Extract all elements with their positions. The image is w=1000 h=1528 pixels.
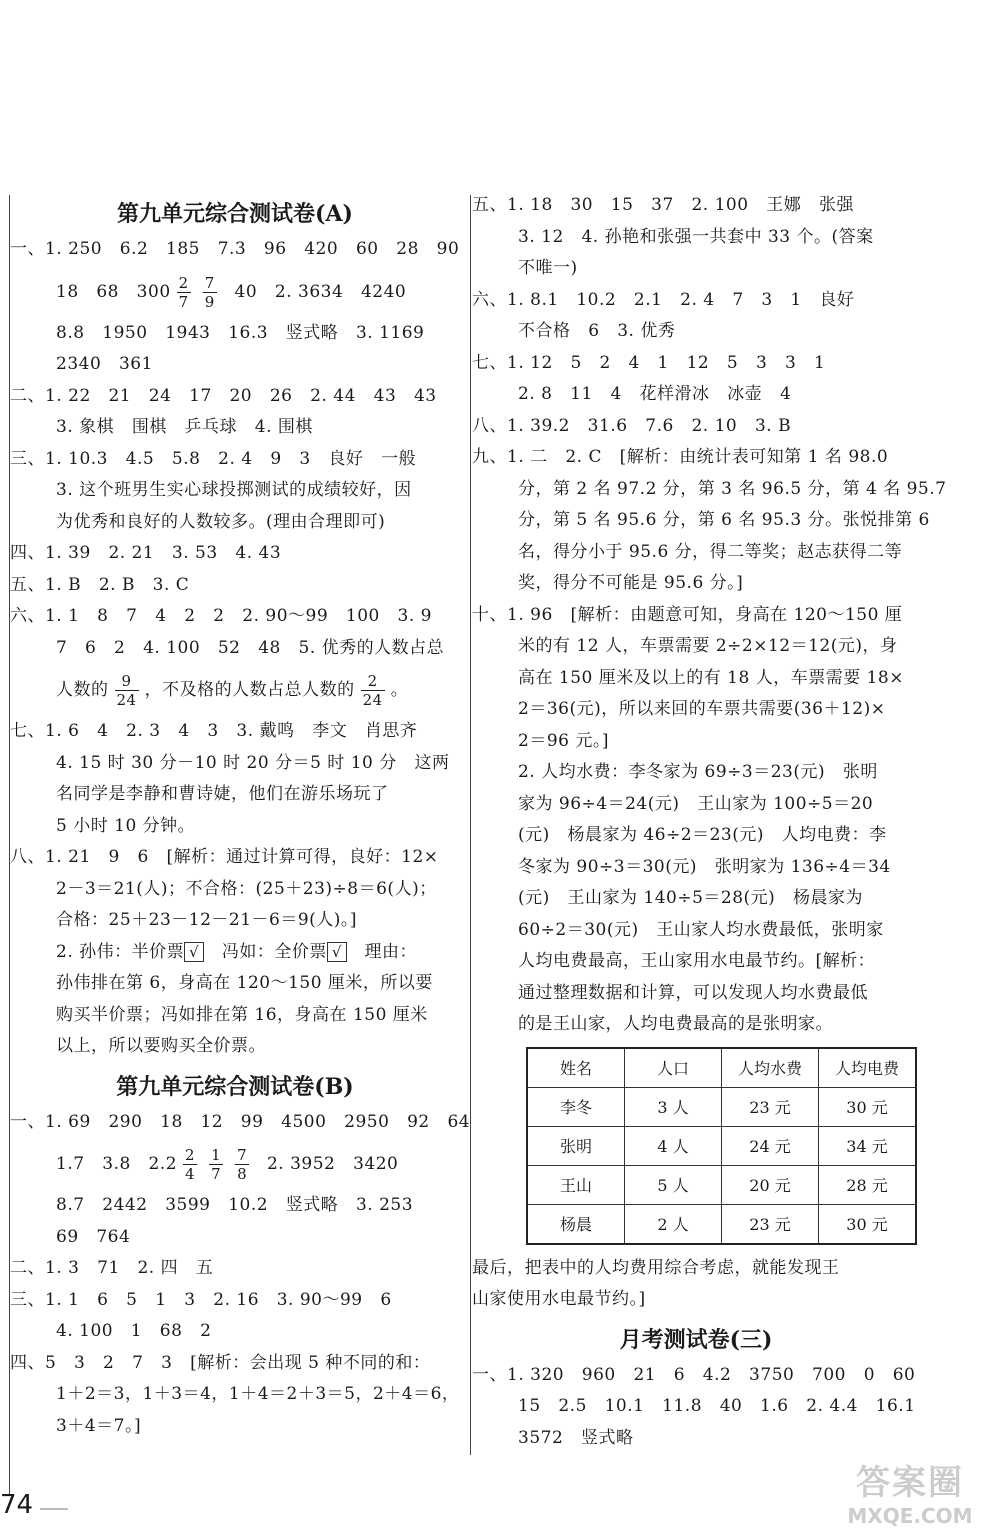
answer-line: 2. 8 11 4 花样滑冰 冰壶 4 bbox=[518, 384, 792, 404]
answer-line: 奖，得分不可能是 95.6 分。] bbox=[518, 573, 744, 593]
answer-line: 不唯一) bbox=[518, 258, 578, 278]
answer-line: 以上，所以要购买全价票。 bbox=[56, 1036, 266, 1056]
answer-line-with-fractions: 人数的 $\frac{9}{24}$ ，不及格的人数占总人数的 $\frac{2}{24}$ 。 bbox=[56, 672, 409, 709]
table-header-row bbox=[527, 1048, 916, 1088]
table-row bbox=[527, 1165, 916, 1204]
table-cell: 23 元 bbox=[722, 1204, 819, 1244]
table-header: 人口 bbox=[625, 1048, 722, 1088]
table-cell: 5 人 bbox=[625, 1165, 722, 1204]
answer-line: 十、1. 96 [解析：由题意可知，身高在 120～150 厘 bbox=[472, 604, 903, 625]
watermark-logo-text: 答案圈 bbox=[856, 1463, 964, 1503]
answer-line: 名，得分小于 95.6 分，得二等奖；赵志获得二等 bbox=[518, 541, 903, 562]
answer-line: 4. 100 1 68 2 bbox=[56, 1321, 212, 1341]
answer-line: 8.7 2442 3599 10.2 竖式略 3. 253 bbox=[56, 1195, 414, 1215]
column-divider bbox=[470, 195, 471, 1455]
answer-line: 二、1. 22 21 24 17 20 26 2. 44 43 43 bbox=[10, 385, 437, 406]
fraction: $\frac{2}{7}$ bbox=[178, 273, 189, 311]
answer-line: 购买半价票；冯如排在第 16，身高在 150 厘米 bbox=[56, 1004, 428, 1025]
fraction: $\frac{2}{24}$ bbox=[362, 672, 383, 709]
table-cell: 杨晨 bbox=[527, 1204, 625, 1244]
answer-line: 最后，把表中的人均费用综合考虑，就能发现王 bbox=[472, 1257, 840, 1278]
answer-line: 3. 12 4. 孙艳和张强一共套中 33 个。(答案 bbox=[518, 226, 874, 247]
answer-line: 四、5 3 2 7 3 [解析：会出现 5 种不同的和： bbox=[10, 1352, 431, 1373]
answer-line: (元) 杨晨家为 46÷2＝23(元) 人均电费：李 bbox=[518, 825, 887, 845]
watermark-url: MXQE.COM bbox=[847, 1504, 973, 1528]
answer-line: 3. 这个班男生实心球投掷测试的成绩较好，因 bbox=[56, 480, 412, 500]
answer-line: 不合格 6 3. 优秀 bbox=[518, 321, 676, 341]
fraction: $\frac{9}{24}$ bbox=[116, 672, 137, 709]
answer-line: 五、1. 18 30 15 37 2. 100 王娜 张强 bbox=[472, 195, 854, 215]
table-row bbox=[527, 1126, 916, 1165]
table-cell: 28 元 bbox=[819, 1165, 917, 1204]
answer-line-with-fractions: 1.7 3.8 2.2 $\frac{2}{4}$ $\frac{1}{7}$ $\frac{7}{8}$ 2. 3952 3420 bbox=[56, 1146, 399, 1183]
left-column bbox=[10, 190, 471, 1442]
answer-line: 七、1. 12 5 2 4 1 12 5 3 3 1 bbox=[472, 352, 826, 373]
table-row bbox=[527, 1087, 916, 1126]
answer-line: 一、1. 320 960 21 6 4.2 3750 700 0 60 bbox=[472, 1364, 916, 1385]
answer-line: 1＋2＝3，1＋3＝4，1＋4＝2＋3＝5，2＋4＝6， bbox=[56, 1384, 460, 1404]
page-number-dash bbox=[40, 1508, 68, 1510]
answer-line: 分，第 2 名 97.2 分，第 3 名 96.5 分，第 4 名 95.7 bbox=[518, 478, 947, 499]
answer-line: 六、1. 8.1 10.2 2.1 2. 4 7 3 1 良好 bbox=[472, 289, 855, 310]
answer-line: 孙伟排在第 6，身高在 120～150 厘米，所以要 bbox=[56, 973, 433, 993]
answer-line: 家为 96÷4＝24(元) 王山家为 100÷5＝20 bbox=[518, 793, 874, 814]
answer-line: 三、1. 1 6 5 1 3 2. 16 3. 90～99 6 bbox=[10, 1289, 392, 1310]
answer-line-with-fractions: 18 68 300 $\frac{2}{7}$ $\frac{7}{9}$ 40 2. 3634 4240 bbox=[56, 273, 407, 311]
table-cell: 20 元 bbox=[722, 1165, 819, 1204]
answer-line: 为优秀和良好的人数较多。(理由合理即可) bbox=[56, 511, 386, 532]
answer-line-with-checkboxes: 2. 孙伟：半价票 √ 冯如：全价票 √ 理由： bbox=[56, 941, 418, 962]
section-title-c: 月考测试卷(三) bbox=[619, 1326, 773, 1353]
table-cell: 30 元 bbox=[819, 1204, 917, 1244]
answer-line: 人均电费最高，王山家用水电最节约。[解析： bbox=[518, 951, 876, 971]
fraction: $\frac{1}{7}$ bbox=[211, 1146, 222, 1183]
table-cell: 23 元 bbox=[722, 1087, 819, 1126]
answer-line: 高在 150 厘米及以上的有 18 人，车票需要 18× bbox=[518, 667, 904, 688]
table-cell: 30 元 bbox=[819, 1087, 917, 1126]
fraction: $\frac{2}{4}$ bbox=[185, 1146, 196, 1183]
answer-line: 2＝96 元。] bbox=[518, 730, 609, 751]
right-column bbox=[472, 190, 947, 1454]
answer-line: 3. 象棋 围棋 乒乓球 4. 围棋 bbox=[56, 417, 313, 437]
section-title-a: 第九单元综合测试卷(A) bbox=[117, 201, 353, 227]
answer-line: 4. 15 时 30 分－10 时 20 分＝5 时 10 分 这两 bbox=[56, 752, 450, 773]
fee-table bbox=[526, 1047, 917, 1245]
answer-line: 3＋4＝7。] bbox=[56, 1415, 142, 1436]
answer-line: 3572 竖式略 bbox=[518, 1427, 634, 1448]
answer-line: 2－3＝21(人)；不合格：(25＋23)÷8＝6(人)； bbox=[56, 878, 437, 899]
answer-line: 六、1. 1 8 7 4 2 2 2. 90～99 100 3. 9 bbox=[10, 606, 432, 626]
answer-line: 60÷2＝30(元) 王山家人均水费最低，张明家 bbox=[518, 919, 884, 940]
table-cell: 3 人 bbox=[625, 1087, 722, 1126]
answer-line: 一、1. 250 6.2 185 7.3 96 420 60 28 90 bbox=[10, 239, 460, 259]
answer-line: 7 6 2 4. 100 52 48 5. 优秀的人数占总 bbox=[56, 637, 445, 658]
answer-line: 名同学是李静和曹诗婕，他们在游乐场玩了 bbox=[56, 784, 389, 804]
answer-line: 五、1. B 2. B 3. C bbox=[10, 574, 190, 595]
table-header: 人均水费 bbox=[722, 1048, 819, 1088]
table-header: 人均电费 bbox=[819, 1048, 917, 1088]
answer-line: 二、1. 3 71 2. 四 五 bbox=[10, 1258, 214, 1278]
table-cell: 李冬 bbox=[527, 1087, 625, 1126]
answer-line: 69 764 bbox=[56, 1226, 131, 1247]
checked-box: √ bbox=[184, 942, 204, 962]
fraction: $\frac{7}{8}$ bbox=[237, 1146, 248, 1183]
answer-line: 2340 361 bbox=[56, 354, 153, 374]
answer-line: 九、1. 二 2. C [解析：由统计表可知第 1 名 98.0 bbox=[472, 447, 889, 467]
table-cell: 24 元 bbox=[722, 1126, 819, 1165]
answer-line: 通过整理数据和计算，可以发现人均水费最低 bbox=[518, 982, 868, 1003]
answer-line: 8.8 1950 1943 16.3 竖式略 3. 1169 bbox=[56, 322, 425, 343]
table-row bbox=[527, 1204, 916, 1244]
page-number: 74 bbox=[0, 1490, 34, 1520]
answer-line: 一、1. 69 290 18 12 99 4500 2950 92 64 bbox=[10, 1111, 471, 1132]
answer-line: 分，第 5 名 95.6 分，第 6 名 95.3 分。张悦排第 6 bbox=[518, 510, 930, 530]
fraction: $\frac{7}{9}$ bbox=[204, 273, 215, 311]
answer-line: 2. 人均水费：李冬家为 69÷3＝23(元) 张明 bbox=[518, 762, 878, 782]
answer-line: 四、1. 39 2. 21 3. 53 4. 43 bbox=[10, 543, 282, 563]
answer-line: 合格：25＋23－12－21－6＝9(人)。] bbox=[56, 910, 358, 930]
watermark bbox=[830, 1455, 990, 1528]
answer-line: 15 2.5 10.1 11.8 40 1.6 2. 4.4 16.1 bbox=[518, 1396, 916, 1416]
table-cell: 2 人 bbox=[625, 1204, 722, 1244]
table-cell: 4 人 bbox=[625, 1126, 722, 1165]
answer-line: 2＝36(元)，所以来回的车票共需要(36＋12)× bbox=[518, 699, 886, 719]
checked-box: √ bbox=[327, 942, 347, 962]
table-cell: 34 元 bbox=[819, 1126, 917, 1165]
answer-line: 三、1. 10.3 4.5 5.8 2. 4 9 3 良好 一般 bbox=[10, 448, 417, 469]
table-cell: 张明 bbox=[527, 1126, 625, 1165]
answer-line: 冬家为 90÷3＝30(元) 张明家为 136÷4＝34 bbox=[518, 856, 891, 877]
answer-line: 八、1. 39.2 31.6 7.6 2. 10 3. B bbox=[472, 415, 792, 436]
answer-line: 米的有 12 人，车票需要 2÷2×12＝12(元)，身 bbox=[518, 636, 898, 656]
answer-line: 七、1. 6 4 2. 3 4 3 3. 戴鸣 李文 肖思齐 bbox=[10, 721, 418, 741]
answer-line: 5 小时 10 分钟。 bbox=[56, 815, 196, 836]
answer-line: (元) 王山家为 140÷5＝28(元) 杨晨家为 bbox=[518, 888, 863, 908]
table-cell: 王山 bbox=[527, 1165, 625, 1204]
section-title-b: 第九单元综合测试卷(B) bbox=[116, 1073, 354, 1100]
answer-line: 山家使用水电最节约。] bbox=[472, 1289, 646, 1309]
answer-line: 八、1. 21 9 6 [解析：通过计算可得，良好：12× bbox=[10, 847, 439, 867]
table-header: 姓名 bbox=[527, 1048, 625, 1088]
answer-line: 的是王山家，人均电费最高的是张明家。 bbox=[518, 1014, 833, 1034]
